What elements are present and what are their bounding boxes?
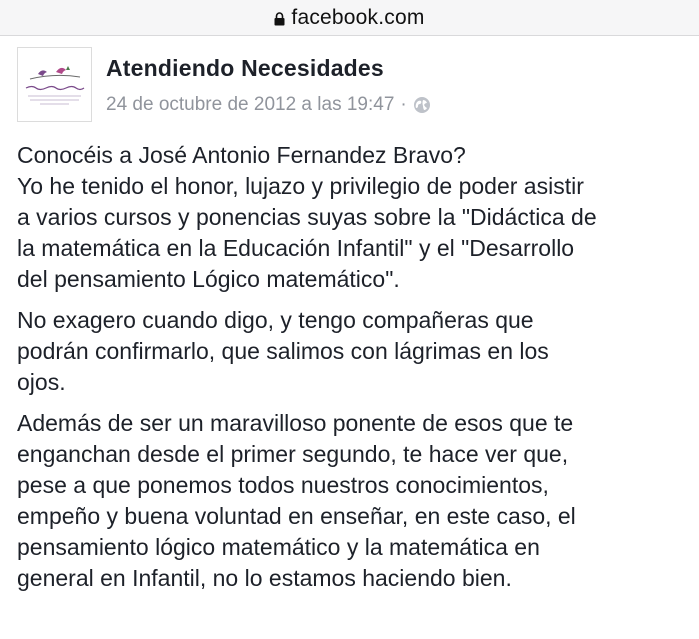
lock-icon (274, 12, 285, 26)
post-header (0, 36, 699, 141)
post-paragraph-1: Conocéis a José Antonio Fernandez Bravo? Yo he tenido el honor, lujazo y privilegio de poder asistir a varios cursos y ponencias suyas sobre la "Didáctica de la matemática en la Educación Infantil" y el "Desarrollo del pensamiento Lógico matemático". (17, 142, 597, 292)
post-paragraph-2: No exagero cuando digo, y tengo compañeras que podrán confirmarlo, que salimos con lágrimas en los ojos. (17, 307, 549, 395)
globe-icon (413, 96, 431, 114)
post-author-name[interactable]: Atendiendo Necesidades (106, 55, 384, 81)
avatar-logo (18, 48, 91, 121)
post-timestamp[interactable]: 24 de octubre de 2012 a las 19:47 (106, 94, 395, 115)
post-meta (106, 94, 431, 116)
meta-separator: · (400, 94, 407, 115)
address-bar[interactable] (0, 0, 699, 36)
url-text: facebook.com (291, 5, 425, 29)
post-text (17, 140, 687, 604)
post-paragraph-3: Además de ser un maravilloso ponente de esos que te enganchan desde el primer segundo, te hace ver que, pese a que ponemos todos nuestros conocimientos, empeño y buena voluntad en enseñar, en este caso, el pensamiento lógico matemático y la matemática en general en Infantil, no lo estamos haciendo bien. (17, 410, 576, 591)
page-avatar[interactable] (17, 47, 92, 122)
